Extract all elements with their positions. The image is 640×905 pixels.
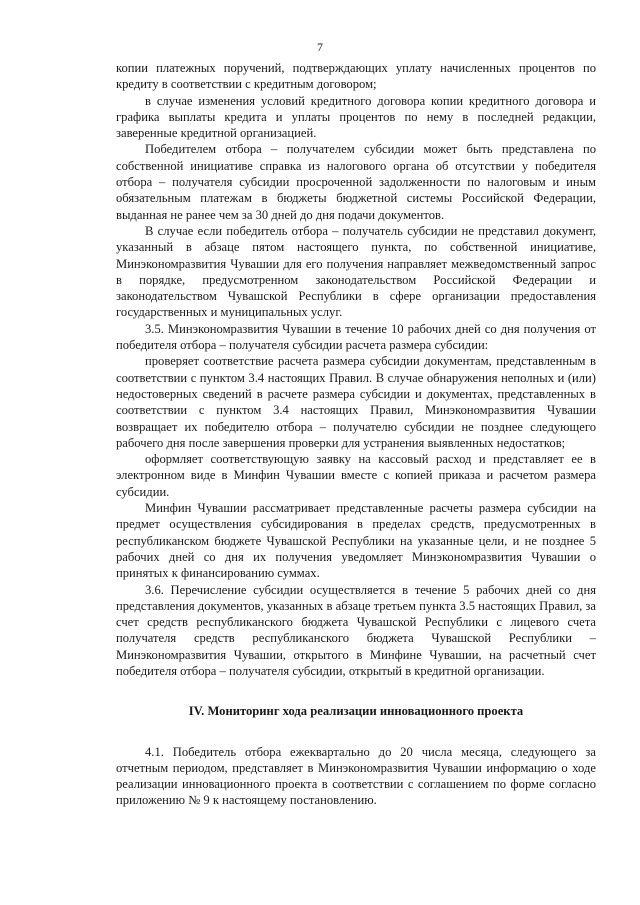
paragraph: 3.6. Перечисление субсидии осуществляется в течение 5 рабочих дней со дня представления документов, указанных в абзаце третьем пункта 3.5 настоящих Правил, за счет средств республиканского бюджета Чувашской Республики с лицевого счета получателя средств республиканского бюджета Чувашской Республики – Минэкономразвития Чувашии, открытого в Минфине Чувашии, на расчетный счет победителя отбора – получателя субсидии, открытый в кредитной организации.	[116, 582, 596, 678]
paragraph: Победителем отбора – получателем субсидии может быть представлена по собственной инициативе справка из налогового органа об отсутствии у победителя отбора – получателя субсидии просроченной задолженности по налоговым и иным обязательным платежам в бюджеты бюджетной системы Российской Федерации, выданная не ранее чем за 30 дней до дня подачи документов.	[116, 142, 596, 222]
document-body	[116, 60, 596, 809]
paragraph: В случае если победитель отбора – получатель субсидии не представил документ, указанный в абзаце пятом настоящего пункта, по собственной инициативе, Минэкономразвития Чувашии для его получения направляет межведомственный запрос в порядке, предусмотренном законодательством Российской Федерации и законодательством Чувашской Республики в сфере организации предоставления государственных и муниципальных услуг.	[116, 223, 596, 320]
paragraph: оформляет соответствующую заявку на кассовый расход и представляет ее в электронном виде в Минфин Чувашии вместе с копией приказа и расчетом размера субсидии.	[116, 452, 596, 499]
paragraph: 4.1. Победитель отбора ежеквартально до 20 числа месяца, следующего за отчетным периодом, представляет в Минэкономразвития Чувашии информацию о ходе реализации инновационного проекта в соответствии с соглашением по форме согласно приложению № 9 к настоящему постановлению.	[116, 744, 596, 808]
paragraph: 3.5. Минэкономразвития Чувашии в течение 10 рабочих дней со дня получения от победителя отбора – получателя субсидии расчета размера субсидии:	[116, 321, 596, 353]
paragraph: копии платежных поручений, подтверждающих уплату начисленных процентов по кредиту в соответствии с кредитным договором;	[116, 61, 596, 92]
paragraph: проверяет соответствие расчета размера субсидии документам, представленным в соответствии с пунктом 3.4 настоящих Правил. В случае обнаружения неполных и (или) недостоверных сведений в расчете размера субсидии и документах, представленных в соответствии с пунктом 3.4 настоящих Правил, Минэкономразвития Чувашии возвращает их победителю отбора – получателю субсидии не позднее следующего рабочего дня после завершения проверки для устранения выявленных недостатков;	[116, 354, 596, 450]
section-heading: IV. Мониторинг хода реализации инновационного проекта	[188, 704, 524, 719]
paragraph: Минфин Чувашии рассматривает представленные расчеты размера субсидии на предмет осуществления субсидирования в пределах средств, предусмотренных в республиканском бюджете Чувашской Республики на указанные цели, и не позднее 5 рабочих дней со дня их получения уведомляет Минэкономразвития Чувашии о принятых к финансированию суммах.	[116, 501, 596, 581]
page-number: 7	[317, 40, 323, 54]
paragraph: в случае изменения условий кредитного договора копии кредитного договора и графика выплаты кредита и уплаты процентов по нему в последней редакции, заверенные кредитной организацией.	[116, 93, 596, 141]
